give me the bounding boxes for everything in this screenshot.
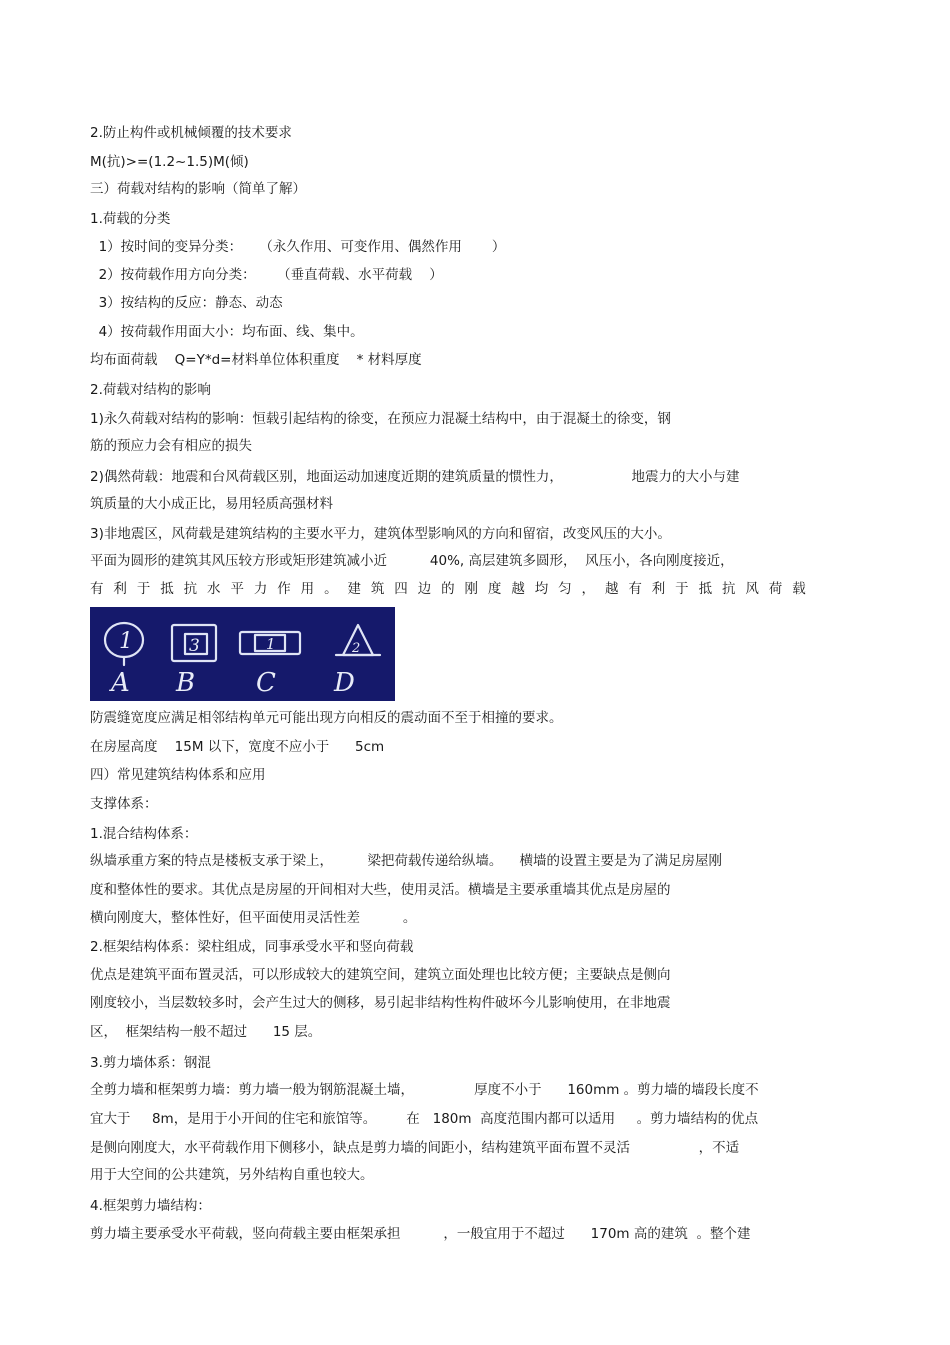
text-line: 用于大空间的公共建筑，另外结构自重也较大。 [90, 1167, 374, 1183]
text-line: 3）按结构的反应：静态、动态 [90, 295, 283, 311]
char: 利 [113, 581, 127, 597]
text-line: 1）按时间的变异分类： （永久作用、可变作用、偶然作用 ） [90, 239, 506, 255]
text-line: 均布面荷载 Q=Y*d=材料单位体积重度 * 材料厚度 [90, 352, 422, 368]
text-line: 是侧向刚度大，水平荷载作用下侧移小，缺点是剪力墙的间距小，结构建筑平面布置不灵活 ，不适 [90, 1140, 740, 1156]
char: 抵 [160, 581, 174, 597]
text-line: 剪力墙主要承受水平荷载，竖向荷载主要由框架承担 ，一般宜用于不超过 170m 高的建筑 。整个建 [90, 1226, 751, 1242]
text-line: 支撑体系： [90, 796, 158, 812]
text-line: 2)偶然荷载：地震和台风荷载区别，地面运动加速度近期的建筑质量的惯性力， 地震力的大小与建 [90, 469, 740, 485]
text-line: 2.防止构件或机械倾覆的技术要求 [90, 125, 292, 141]
text-line: 刚度较小，当层数较多时，会产生过大的侧移，易引起非结构性构件破坏今儿影响使用，在非地震 [90, 995, 671, 1011]
char: 度 [487, 581, 502, 597]
text-line: 优点是建筑平面布置灵活，可以形成较大的建筑空间，建筑立面处理也比较方便；主要缺点是侧向 [90, 967, 671, 983]
char: 刚 [464, 581, 478, 597]
shape-label: 2 [352, 641, 361, 656]
char: 作 [277, 581, 291, 597]
sketch-letter: D [334, 668, 355, 698]
text-line-justified [90, 580, 806, 598]
char: 利 [651, 581, 666, 597]
text-line: 全剪力墙和框架剪力墙：剪力墙一般为钢筋混凝土墙， 厚度不小于 160mm 。剪力墙的墙段长度不 [90, 1082, 759, 1098]
char: 用 [300, 581, 315, 597]
text-line: 1.混合结构体系： [90, 826, 198, 842]
text-line: 3.剪力墙体系：钢混 [90, 1055, 211, 1071]
handwritten-sketch-image [90, 607, 395, 701]
char: ， [581, 581, 596, 597]
text-line: 四）常见建筑结构体系和应用 [90, 767, 266, 783]
sketch-letter: C [256, 668, 276, 698]
text-line: 4）按荷载作用面大小：均布面、线、集中。 [90, 324, 364, 340]
text-line: 3)非地震区，风荷载是建筑结构的主要水平力，建筑体型影响风的方向和留宿，改变风压的大小。 [90, 526, 671, 542]
char: 越 [511, 581, 525, 597]
text-line: 度和整体性的要求。其优点是房屋的开间相对大些，使用灵活。横墙是主要承重墙其优点是房屋的 [90, 882, 671, 898]
shape-label: 1 [119, 629, 133, 654]
char: 有 [628, 581, 642, 597]
char: 抗 [721, 581, 736, 597]
text-line: 平面为圆形的建筑其风压较方形或矩形建筑减小近 40%, 高层建筑多圆形， 风压小，各向刚度接近， [90, 553, 734, 569]
char: 于 [136, 581, 151, 597]
char: 四 [394, 581, 408, 597]
shape-label: 1 [266, 635, 276, 653]
text-line: 筋的预应力会有相应的损失 [90, 438, 252, 454]
char: 平 [230, 581, 244, 597]
text-line: 2）按荷载作用方向分类： （垂直荷载、水平荷载 ） [90, 267, 443, 283]
text-line: 4.框架剪力墙结构： [90, 1198, 211, 1214]
text-line: 防震缝宽度应满足相邻结构单元可能出现方向相反的震动面不至于相撞的要求。 [90, 710, 563, 726]
text-line: 筑质量的大小成正比，易用轻质高强材料 [90, 496, 333, 512]
char: 匀 [558, 581, 572, 597]
text-line: 1.荷载的分类 [90, 211, 171, 227]
char: 于 [675, 581, 689, 597]
char: 抵 [698, 581, 713, 597]
text-line: 宜大于 8m，是用于小开间的住宅和旅馆等。 在 180m 高度范围内都可以适用 。剪力墙结构的优点 [90, 1111, 759, 1127]
text-line: M(抗)>=(1.2~1.5)M(倾) [90, 154, 249, 170]
char: 筑 [370, 581, 385, 597]
text-line: 三）荷载对结构的影响（简单了解） [90, 181, 306, 197]
text-line: 在房屋高度 15M 以下，宽度不应小于 5cm [90, 739, 385, 755]
shape-label: 3 [189, 636, 200, 656]
char: 抗 [183, 581, 198, 597]
char: 载 [792, 581, 806, 597]
text-line: 横向刚度大，整体性好，但平面使用灵活性差 。 [90, 910, 417, 926]
sketch-letter: A [111, 668, 130, 698]
sketch-letter: B [176, 668, 196, 698]
char: 有 [90, 581, 104, 597]
char: 均 [534, 581, 549, 597]
text-line: 2.荷载对结构的影响 [90, 382, 211, 398]
text-line: 纵墙承重方案的特点是楼板支承于梁上， 梁把荷载传递给纵墙。 横墙的设置主要是为了满足房屋刚 [90, 853, 722, 869]
char: 的 [441, 581, 455, 597]
char: 越 [604, 581, 619, 597]
char: 建 [347, 581, 361, 597]
text-line: 2.框架结构体系：梁柱组成，同事承受水平和竖向荷载 [90, 939, 414, 955]
char: 风 [745, 581, 759, 597]
char: 。 [324, 581, 338, 597]
char: 水 [207, 581, 221, 597]
text-line: 区， 框架结构一般不超过 15 层。 [90, 1024, 322, 1040]
char: 力 [253, 581, 268, 597]
char: 荷 [768, 581, 783, 597]
char: 边 [417, 581, 432, 597]
text-line: 1)永久荷载对结构的影响：恒载引起结构的徐变，在预应力混凝土结构中，由于混凝土的徐变，钢 [90, 411, 671, 427]
